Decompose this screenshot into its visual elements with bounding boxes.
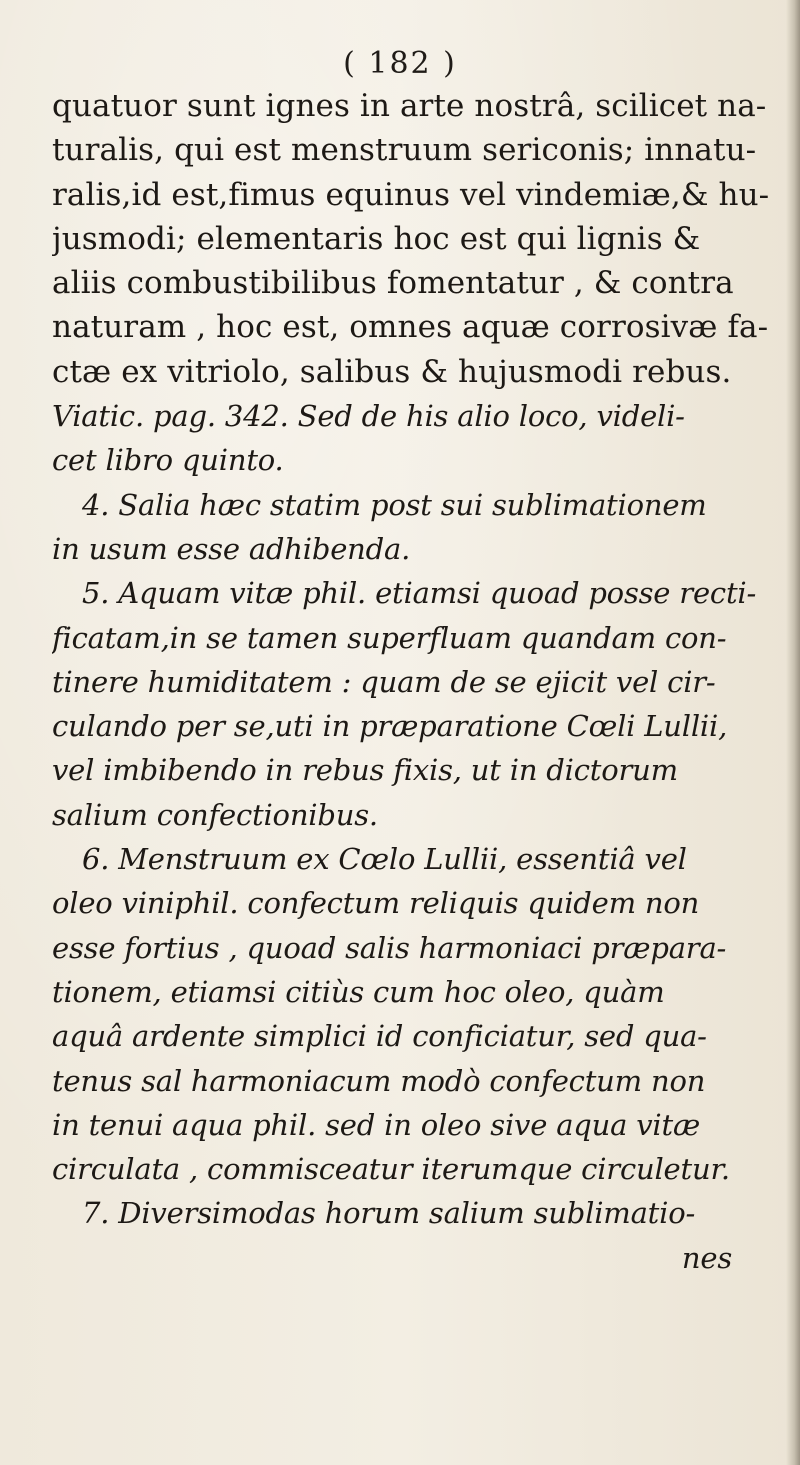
text-line: salium confectionibus. [52,797,378,832]
page-number: ( 182 ) [343,46,457,81]
text-line: circulata , commisceatur iterumque circuletur. [52,1152,730,1187]
text-line: vel imbibendo in rebus fixis, ut in dictorum [52,753,678,788]
text-line: culando per se,uti in præparatione Cœli Lullii, [52,709,728,744]
text-line: 5. Aquam vitæ phil. etiamsi quoad posse recti- [82,576,757,611]
text-line: in tenui aqua phil. sed in oleo sive aqua vitæ [52,1107,701,1142]
catchword: nes [681,1240,732,1275]
text-line: ralis,id est,fimus equinus vel vindemiæ,& hu- [52,176,770,213]
page-edge-shadow [786,0,800,1465]
text-line: naturam , hoc est, omnes aquæ corrosivæ fa- [52,309,769,346]
text-line: 4. Salia hæc statim post sui sublimationem [82,487,707,522]
text-line: jusmodi; elementaris hoc est qui lignis & [52,220,701,257]
text-line: oleo viniphil. confectum reliquis quidem non [52,886,700,921]
text-line: tionem, etiamsi citiùs cum hoc oleo, quàm [52,974,665,1009]
text-line: in usum esse adhibenda. [52,531,411,566]
text-line: 6. Menstruum ex Cœlo Lullii, essentiâ vel [82,842,687,877]
text-line: ficatam,in se tamen superfluam quandam con- [52,620,727,655]
text-line: tinere humiditatem : quam de se ejicit vel cir- [52,664,716,699]
text-line: aquâ ardente simplici id conficiatur, sed qua- [52,1019,707,1054]
text-line: Viatic. pag. 342. Sed de his alio loco, videli- [52,399,685,434]
text-line: cet libro quinto. [52,443,284,478]
text-line: turalis, qui est menstruum sericonis; innatu- [52,132,757,169]
text-line: ctæ ex vitriolo, salibus & hujusmodi rebus. [52,353,732,390]
body-text [52,84,772,1280]
text-line: tenus sal harmoniacum modò confectum non [52,1063,706,1098]
text-line: 7. Diversimodas horum salium sublimatio- [82,1196,696,1231]
text-line: quatuor sunt ignes in arte nostrâ, scilicet na- [52,88,767,124]
text-line: esse fortius , quoad salis harmoniaci præpara- [52,930,727,965]
text-line: aliis combustibilibus fomentatur , & contra [52,265,734,302]
